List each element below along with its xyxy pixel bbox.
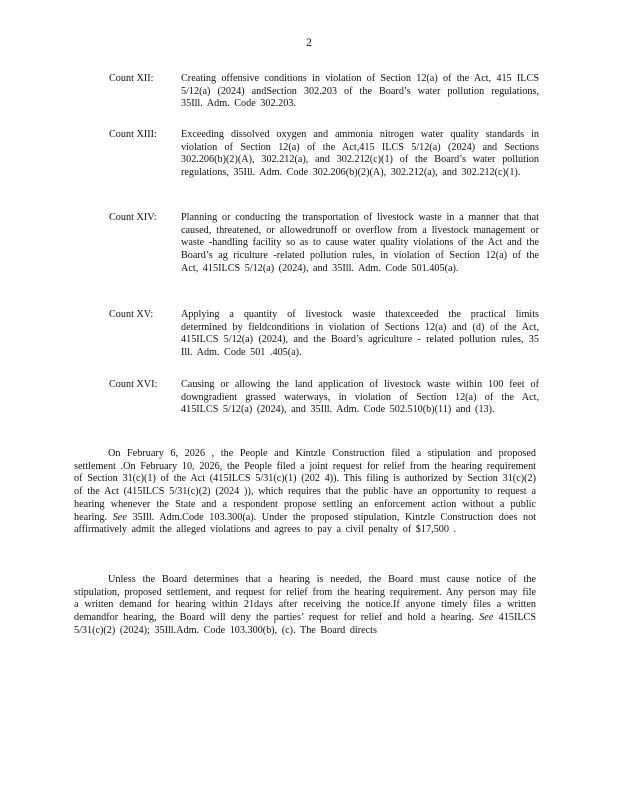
count-xiii	[109, 129, 539, 180]
count-label: Count XV:	[109, 309, 154, 320]
count-label: Count XIV:	[109, 212, 157, 223]
para1-text-cont: 35Ill. Adm.Code 103.300(a). Under the proposed stipulation, Kintzle Construction does not affirmatively admit the alleged violations and agrees to pay a civil penalty of $17,500 .	[74, 511, 537, 536]
count-label: Count XII:	[109, 73, 154, 84]
count-text: Creating offensive conditions in violation of Section 12(a) of the Act, 415 ILCS 5/12(a) (2024) andSection 302.203 of the Board’s water pollution regulations, 35Ill. Adm. Code 302.203.	[181, 73, 539, 110]
count-label: Count XVI:	[109, 379, 158, 390]
count-text: Causing or allowing the land application of livestock waste within 100 feet of downgradient grassed waterways, in violation of Section 12(a) of the Act, 415ILCS 5/12(a) (2024), and 35Ill. Adm. Code 502.510(b)(11) and (13).	[181, 379, 539, 416]
page-number: 2	[306, 37, 312, 49]
settlement-paragraph	[74, 448, 536, 537]
para1-text: On February 6, 2026 , the People and Kintzle Construction filed a stipulation and proposed settlement .On February 10, 2026, the People filed a joint request for relief from the hearing requirement of Section 31(c)(1) of the Act (415ILCS 5/31(c)(1) (202 4)). This filing is authorized by Section 31(c)(2) of the Act (415ILCS 5/31(c)(2) (2024 )), which requires that the public have an opportunity to request a hearing whenever the State and a respondent propose settling an enforcement action without a public hearing.	[74, 448, 536, 523]
count-xv	[109, 309, 539, 360]
count-label: Count XIII:	[109, 129, 157, 140]
para2-text: Unless the Board determines that a hearing is needed, the Board must cause notice of the stipulation, proposed settlement, and request for relief from the hearing requirement. Any person may file a written demand for hearing within 21days after receiving the notice.If anyone timely files a written demandfor hearing, the Board will deny the parties’ request for relief and hold a hearing.	[74, 574, 536, 624]
count-text: Applying a quantity of livestock waste thatexceeded the practical limits determined by fieldconditions in violation of Sections 12(a) and (d) of the Act, 415ILCS 5/12(a) (2024), and the Board’s agriculture - related pollution rules, 35 Ill. Adm. Code 501 .405(a).	[181, 309, 539, 359]
see-signal: See	[479, 612, 494, 624]
see-signal: See	[112, 511, 127, 523]
count-xiv	[109, 212, 539, 276]
count-text: Planning or conducting the transportation of livestock waste in a manner that that caused, threatened, or allowedrunoff or overflow from a livestock management or waste -handling facility so as to cause water quality violations of the Act and the Board’s ag riculture -related pollution rules, in violation of Section 12(a) of the Act, 415ILCS 5/12(a) (2024), and 35Ill. Adm. Code 501.405(a).	[181, 212, 539, 274]
count-text: Exceeding dissolved oxygen and ammonia nitrogen water quality standards in violation of Section 12(a) of the Act,415 ILCS 5/12(a) (2024) and Sections 302.206(b)(2)(A), 302.212(a), and 302.212(c)(1) of the Board’s water pollution regulations, 35Ill. Adm. Code 302.206(b)(2)(A), 302.212(a), and 302.212(c)(1).	[181, 129, 539, 179]
notice-paragraph	[74, 574, 536, 638]
count-xii	[109, 73, 539, 111]
para2-text-cont: 415ILCS 5/31(c)(2) (2024); 35Ill.Adm. Code 103.300(b), (c). The Board directs	[74, 612, 537, 636]
count-xvi	[109, 379, 539, 417]
